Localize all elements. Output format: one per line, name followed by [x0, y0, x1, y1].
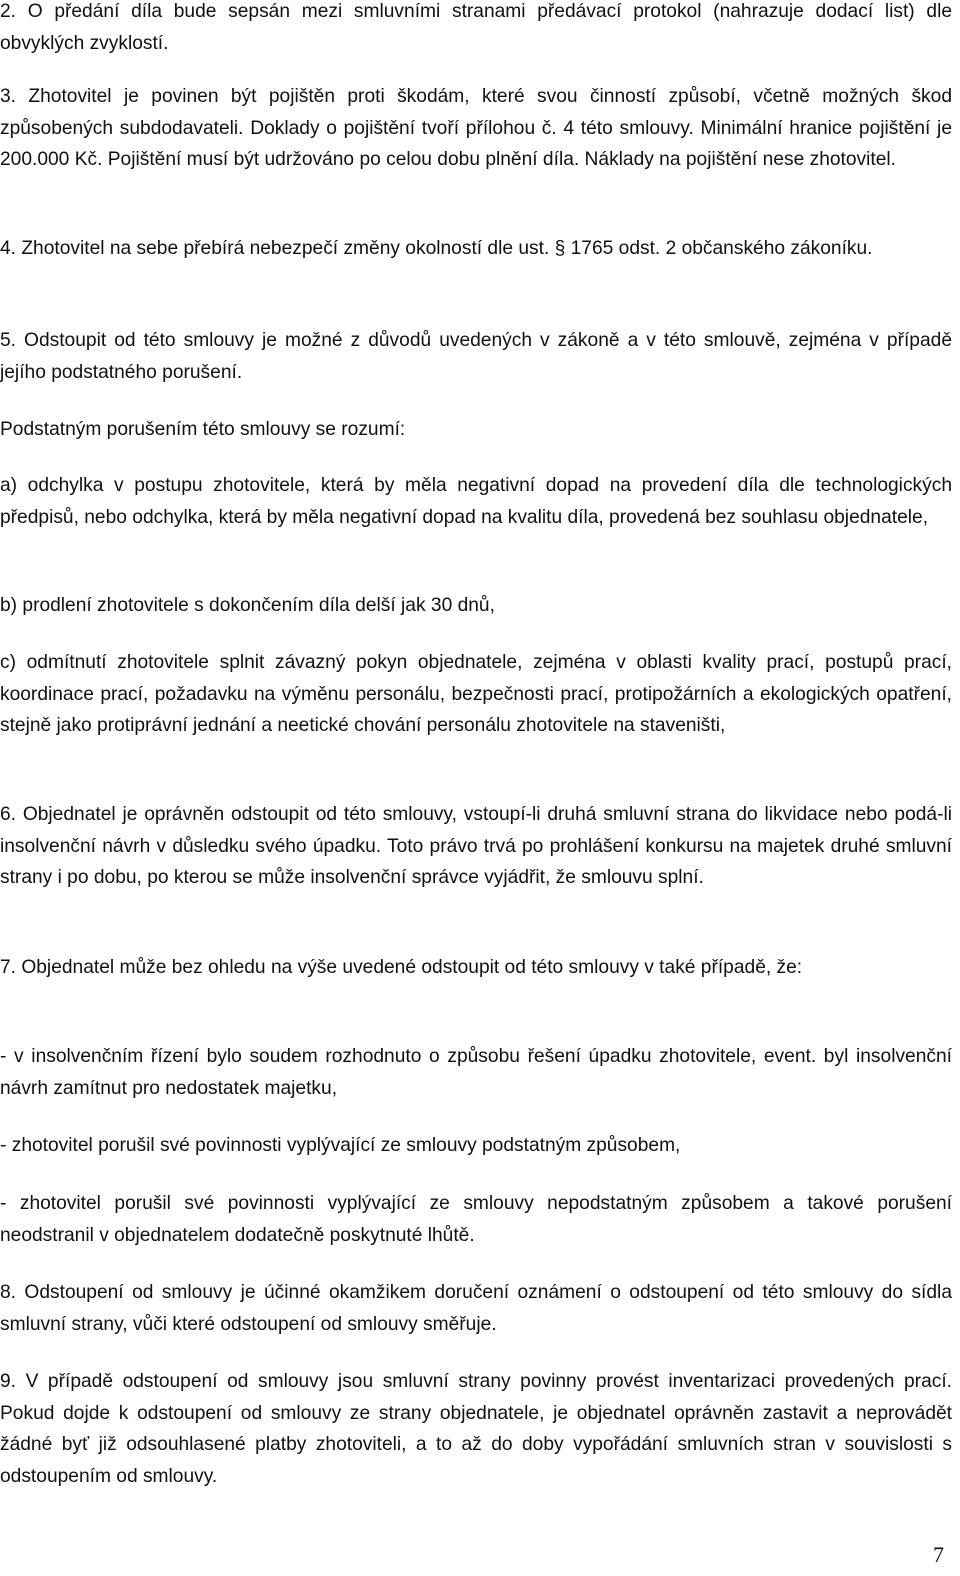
- paragraph-4-change-of-circumstances: 4. Zhotovitel na sebe přebírá nebezpečí změny okolností dle ust. § 1765 odst. 2 občanského zákoníku.: [0, 238, 873, 259]
- paragraph-5-withdrawal: 5. Odstoupit od této smlouvy je možné z důvodů uvedených v zákoně a v této smlouvě, zejména v případě jejího podstatného porušení.: [0, 330, 952, 383]
- paragraph-6-insolvency: 6. Objednatel je oprávněn odstoupit od této smlouvy, vstoupí-li druhá smluvní strana do likvidace nebo podá-li insolvenční návrh v důsledku svého úpadku. Toto právo trvá po prohlášení konkursu na majetek druhé smluvní strany i po dobu, po kterou se může insolvenční správce vyjádřit, že smlouvu splní.: [0, 804, 952, 888]
- paragraph-7-additional-withdrawal: 7. Objednatel může bez ohledu na výše uvedené odstoupit od této smlouvy v také případě, že:: [0, 957, 803, 978]
- list-item-c: c) odmítnutí zhotovitele splnit závazný pokyn objednatele, zejména v oblasti kvality prací, postupů prací, koordinace prací, požadavku na výměnu personálu, bezpečnosti prací, protipožárních a ekologických opatření, stejně jako protiprávní jednání a neetické chování personálu zhotovitele na staveništi,: [0, 652, 952, 736]
- list-item-b: b) prodlení zhotovitele s dokončením díla delší jak 30 dnů,: [0, 595, 495, 616]
- paragraph-material-breach-intro: Podstatným porušením této smlouvy se rozumí:: [0, 419, 406, 440]
- paragraph-9-inventory: 9. V případě odstoupení od smlouvy jsou smluvní strany povinny provést inventarizaci provedených prací. Pokud dojde k odstoupení od smlouvy ze strany objednatele, je objednatel oprávněn zastavit a neprovádět žádné byť již odsouhlasené platby zhotoviteli, a to až do doby vypořádání smluvních stran v souvislosti s odstoupením od smlouvy.: [0, 1371, 952, 1487]
- page-number: 7: [933, 1542, 944, 1567]
- dash-item-nonmaterial-breach: - zhotovitel porušil své povinnosti vyplývající ze smlouvy nepodstatným způsobem a takové porušení neodstranil v objednatelem dodatečně poskytnuté lhůtě.: [0, 1193, 952, 1246]
- dash-item-material-breach: - zhotovitel porušil své povinnosti vyplývající ze smlouvy podstatným způsobem,: [0, 1135, 681, 1156]
- list-item-a: a) odchylka v postupu zhotovitele, která by měla negativní dopad na provedení díla dle technologických předpisů, nebo odchylka, která by měla negativní dopad na kvalitu díla, provedená bez souhlasu objednatele,: [0, 475, 952, 528]
- paragraph-8-effectiveness: 8. Odstoupení od smlouvy je účinné okamžikem doručení oznámení o odstoupení od této smlouvy do sídla smluvní strany, vůči které odstoupení od smlouvy směřuje.: [0, 1282, 952, 1335]
- dash-item-insolvency-decision: - v insolvenčním řízení bylo soudem rozhodnuto o způsobu řešení úpadku zhotovitele, event. byl insolvenční návrh zamítnut pro nedostatek majetku,: [0, 1046, 952, 1099]
- paragraph-2-handover-protocol: 2. O předání díla bude sepsán mezi smluvními stranami předávací protokol (nahrazuje dodací list) dle obvyklých zvyklostí.: [0, 1, 952, 54]
- paragraph-3-insurance: 3. Zhotovitel je povinen být pojištěn proti škodám, které svou činností způsobí, včetně možných škod způsobených subdodavateli. Doklady o pojištění tvoří přílohou č. 4 této smlouvy. Minimální hranice pojištění je 200.000 Kč. Pojištění musí být udržováno po celou dobu plnění díla. Náklady na pojištění nese zhotovitel.: [0, 86, 952, 170]
